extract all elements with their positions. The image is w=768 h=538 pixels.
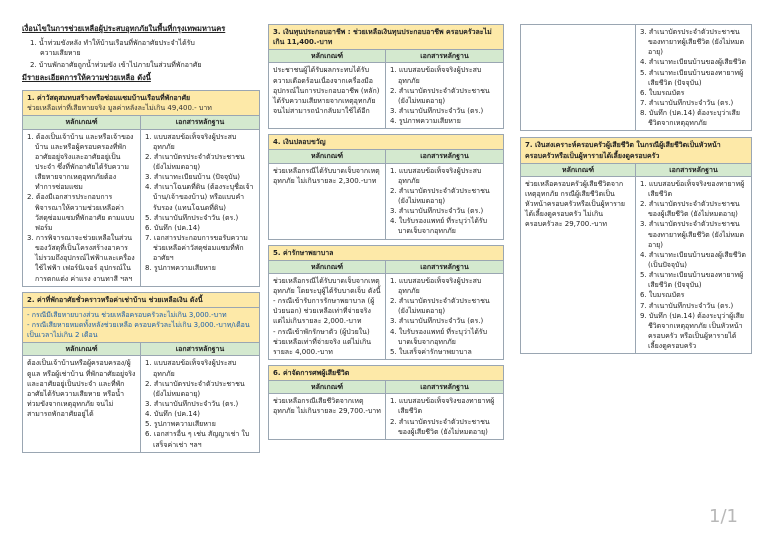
column-left [22,24,260,458]
list-item: 1. แบบสอบข้อเท็จจริงผู้ประสบอุทกภัย [145,132,237,151]
list-item: 3. การพิจารณาจะช่วยเหลือในส่วนของวัสดุที่เป็นโครงสร้างอาคาร ไม่รวมถึงอุปกรณ์ไฟฟ้าและเครื่องใช้ไฟฟ้า เฟอร์นิเจอร์ อุปกรณ์ในการตกแต่ง ค่าแรง งานทาสี ฯลฯ [27,234,135,283]
docs-header: เอกสารหลักฐาน [141,116,259,129]
list-item: 5. รูปภาพความเสียหาย [145,420,216,429]
list-item: 1. แบบสอบข้อเท็จจริงผู้ประสบอุทกภัย [390,166,482,185]
list-item: 2. สำเนาบัตรประจำตัวประชาชนของผู้เสียชีวิต (ยังไม่หมดอายุ) [640,200,740,219]
intro-item-2: 2. บ้านพักอาศัยถูกน้ำท่วมขัง เข้าไปภายในส่วนที่พักอาศัย [30,61,202,70]
section-2-header: 2. ค่าที่พักอาศัยชั่วคราวหรือค่าเช่าบ้าน ช่วยเหลือเงิน ดังนี้ [23,293,259,308]
list-item: 3. สำเนาบันทึกประจำวัน (ตร.) [390,317,484,326]
page-number: 1/1 [709,505,738,527]
list-item: 4. ใบรับรองแพทย์ ที่ระบุว่าได้รับบาดเจ็บจากอุทกภัย [390,327,488,346]
list-item: 1. แบบสอบข้อเท็จจริงผู้ประสบอุทกภัย [390,276,482,295]
list-item: 1. แบบสอบข้อเท็จจริงผู้ประสบอุทกภัย [145,359,237,378]
list-item: 4. สำเนาทะเบียนบ้านของผู้เสียชีวิต [640,58,746,67]
list-item: 7. สำเนาบันทึกประจำวัน (ตร.) [640,98,734,107]
criteria-header: หลักเกณฑ์ [23,116,140,129]
section-4: 4. เงินปลอบขวัญ หลักเกณฑ์ ช่วยเหลือกรณีได้รับบาดเจ็บจากเหตุอุทกภัย ไม่เกินรายละ 2,300.-บาท เอกสารหลักฐาน 1. แบบสอบข้อเท็จจริงผู้ประสบอุทกภัย 2. สำเนาบัตรประจำตัวประชาชน (ยังไม่หมดอายุ) 3. สำเนาบันทึกประจำวัน (ตร.) 4. ใบรับรองแพทย์ ที่ระบุว่าได้รับบาดเจ็บจากอุทกภัย [268,134,504,239]
section-7: 7. เงินสงเคราะห์ครอบครัวผู้เสียชีวิต ในกรณีผู้เสียชีวิตเป็นหัวหน้าครอบครัวหรือเป็นผู้หารายได้เลี้ยงดูครอบครัว หลักเกณฑ์ ช่วยเหลือครอบครัวผู้เสียชีวิตจากเหตุอุทกภัย กรณีผู้เสียชีวิตเป็นหัวหน้าครอบครัวหรือเป็นผู้หารายได้เลี้ยงดูครอบครัว ไม่เกินครอบครัวละ 29,700.-บาท เอกสารหลักฐาน 1. แบบสอบข้อเท็จจริงของทายาทผู้เสียชีวิต 2. สำเนาบัตรประจำตัวประชาชนของผู้เสียชีวิต (ยังไม่หมดอายุ) 3. สำเนาบัตรประจำตัวประชาชนของทายาทผู้เสียชีวิต (ยังไม่หมดอายุ) 4. สำเนาทะเบียนบ้านของผู้เสียชีวิต (เป็นปัจจุบัน) 5. สำเนาทะเบียนบ้านของทายาทผู้เสียชีวิต (ปัจจุบัน) 6. ใบมรณบัตร 7. สำเนาบันทึกประจำวัน (ตร.) 9. บันทึก (ปค.14) ต้องระบุว่าผู้เสียชีวิตจากเหตุอุทกภัย เป็นหัวหน้าครอบครัว หรือเป็นผู้หารายได้เลี้ยงดูครอบครัว [520,137,752,354]
list-item: 7. เอกสารประกอบการขอรับความช่วยเหลือค่าวัสดุซ่อมแซมที่พักอาศัยฯ [145,234,248,263]
list-item: 8. รูปภาพความเสียหาย [145,264,216,273]
list-item: 2. สำเนาบัตรประจำตัวประชาชนของผู้เสียชีวิต (ยังไม่หมดอายุ) [390,417,490,436]
list-item: 6. ใบมรณบัตร [640,88,685,97]
list-item: 2. ต้องมีเอกสารประกอบการพิจารณาให้ความช่วยเหลือค่าวัสดุซ่อมแซมที่พักอาศัย ตามแบบฟอร์ม [27,193,135,232]
list-item: 4. สำเนาทะเบียนบ้านของผู้เสียชีวิต (เป็นปัจจุบัน) [640,250,746,269]
list-item: 7. สำเนาบันทึกประจำวัน (ตร.) [640,301,734,310]
column-right [520,24,752,359]
list-item: 4. ใบรับรองแพทย์ ที่ระบุว่าได้รับบาดเจ็บจากอุทกภัย [390,217,488,236]
list-item: 3. สำเนาทะเบียนบ้าน (ปัจจุบัน) [145,173,241,182]
list-item: 8. บันทึก (ปค.14) ต้องระบุว่าเสียชีวิตจากเหตุอุทกภัย [640,109,740,128]
section-2: 2. ค่าที่พักอาศัยชั่วคราวหรือค่าเช่าบ้าน ช่วยเหลือเงิน ดังนี้ - กรณีมีเสียหายบางส่วน ช่วยเหลือครอบครัวละไม่เกิน 3,000.-บาท - กรณีเสียหายหมดทั้งหลังช่วยเหลือ ครอบครัวละไม่เกิน 3,000.-บาท/เดือน เป็นเวลาไม่เกิน 2 เดือน หลักเกณฑ์ ต้องเป็นเจ้าบ้านหรือผู้ครอบครอง/ผู้ดูแล หรือผู้เช่าบ้าน ที่พักอาศัยอยู่จริงและอาศัยอยู่เป็นประจำ และที่พักอาศัยได้รับความเสียหาย หรือน้ำท่วมขังจากเหตุอุทกภัย จนไม่สามารถพักอาศัยอยู่ได้ เอกสารหลักฐาน 1. แบบสอบข้อเท็จจริงผู้ประสบอุทกภัย 2. สำเนาบัตรประจำตัวประชาชน (ยังไม่หมดอายุ) 3. สำเนาบันทึกประจำวัน (ตร.) 4. บันทึก (ปค.14) 5. รูปภาพความเสียหาย 6. เอกสารอื่น ๆ เช่น สัญญาเช่า ใบเสร็จค่าเช่า ฯลฯ [22,292,260,453]
list-item: 5. สำเนาทะเบียนบ้านของทายาทผู้เสียชีวิต (ปัจจุบัน) [640,271,744,290]
list-item: 6. บันทึก (ปค.14) [145,223,200,232]
section-6: 6. ค่าจัดการศพผู้เสียชีวิต หลักเกณฑ์ ช่วยเหลือกรณีเสียชีวิตจากเหตุอุทกภัย ไม่เกินรายละ 29,700.-บาท เอกสารหลักฐาน 1. แบบสอบข้อเท็จจริงของทายาทผู้เสียชีวิต 2. สำเนาบัตรประจำตัวประชาชนของผู้เสียชีวิต (ยังไม่หมดอายุ) [268,365,504,440]
section-5: 5. ค่ารักษาพยาบาล หลักเกณฑ์ ช่วยเหลือกรณีได้รับบาดเจ็บจากเหตุอุทกภัย โดยระบุผู้ได้รับบาดเจ็บ ดังนี้ - กรณีเข้ารับการรักษาพยาบาล (ผู้ป่วยนอก) ช่วยเหลือเท่าที่จ่ายจริง แต่ไม่เกินรายละ 2,000.-บาท - กรณีเข้าพักรักษาตัว (ผู้ป่วยใน) ช่วยเหลือเท่าที่จ่ายจริง แต่ไม่เกินรายละ 4,000.-บาท เอกสารหลักฐาน 1. แบบสอบข้อเท็จจริงผู้ประสบอุทกภัย 2. สำเนาบัตรประจำตัวประชาชน (ยังไม่หมดอายุ) 3. สำเนาบันทึกประจำวัน (ตร.) 4. ใบรับรองแพทย์ ที่ระบุว่าได้รับบาดเจ็บจากอุทกภัย 5. ใบเสร็จค่ารักษาพยาบาล [268,245,504,360]
detail-title: มีรายละเอียดการให้ความช่วยเหลือ ดังนี้ [22,73,151,83]
list-item: 2. สำเนาบัตรประจำตัวประชาชน (ยังไม่หมดอายุ) [145,152,245,172]
list-item: 3. สำเนาบัตรประจำตัวประชาชนของทายาทผู้เสียชีวิต (ยังไม่หมดอายุ) [640,28,745,57]
list-item: 1. แบบสอบข้อเท็จจริงของทายาทผู้เสียชีวิต [390,397,495,416]
list-item: 1. ต้องเป็นเจ้าบ้าน และหรือเจ้าของบ้าน และหรือผู้ครอบครองที่พักอาศัยอยู่จริงและอาศัยอยู่เป็นประจำ ซึ่งที่พักอาศัยได้รับความเสียหายจากเหตุอุทกภัยต้องทำการซ่อมแซม [27,132,134,192]
list-item: 2. สำเนาบัตรประจำตัวประชาชน (ยังไม่หมดอายุ) [145,379,245,398]
intro-item-1: 1. น้ำท่วมขังหลัง ทำให้บ้านเรือนที่พักอาศัยประจำได้รับ ความเสียหาย [30,38,195,58]
column-middle [268,24,504,445]
list-item: 2. สำเนาบัตรประจำตัวประชาชน (ยังไม่หมดอายุ) [390,86,490,105]
list-item: 3. สำเนาบัตรประจำตัวประชาชนของทายาทผู้เสียชีวิต (ยังไม่หมดอายุ) [640,220,745,249]
list-item: 6. เอกสารอื่น ๆ เช่น สัญญาเช่า ใบเสร็จค่าเช่า ฯลฯ [145,430,250,449]
list-item: 4. รูปภาพความเสียหาย [390,117,461,126]
section-1 [22,90,260,287]
list-item: 2. สำเนาบัตรประจำตัวประชาชน (ยังไม่หมดอายุ) [390,186,490,205]
section-1-header: 1. ค่าวัสดุสมทบสร้างหรือซ่อมแซมบ้านเรือนที่พักอาศัย ช่วยเหลือเท่าที่เสียหายจริง มูลค่าหลังละไม่เกิน 49,400.- บาท [23,91,259,116]
list-item: 3. สำเนาบันทึกประจำวัน (ตร.) [390,207,484,216]
list-item: 4. สำเนาโฉนดที่ดิน (ต้องระบุชื่อเจ้าบ้าน/เจ้าของบ้าน) หรือแบบคำรับรอง (แทนโฉนดที่ดิน) [145,183,254,212]
list-item: 1. แบบสอบข้อเท็จจริงผู้ประสบอุทกภัย [390,66,482,85]
list-item: 5. สำเนาบันทึกประจำวัน (ตร.) [145,213,239,222]
intro-title: เงื่อนไขในการช่วยเหลือผู้ประสบอุทกภัยในพื้นที่กรุงเทพมหานคร [22,24,226,33]
section-6-continued [520,24,752,131]
section-3: 3. เงินทุนประกอบอาชีพ : ช่วยเหลือเงินทุนประกอบอาชีพ ครอบครัวละไม่เกิน 11,400.-บาท หลักเกณฑ์ ประชาชนผู้ได้รับผลกระทบได้รับความเดือดร้อนเนื่องจากเครื่องมืออุปกรณ์ในการประกอบอาชีพ (หลัก) ได้รับความเสียหายจากเหตุอุทกภัย จนไม่สามารถนำกลับมาใช้ได้อีก เอกสารหลักฐาน 1. แบบสอบข้อเท็จจริงผู้ประสบอุทกภัย 2. สำเนาบัตรประจำตัวประชาชน (ยังไม่หมดอายุ) 3. สำเนาบันทึกประจำวัน (ตร.) 4. รูปภาพความเสียหาย [268,24,504,129]
list-item: 5. ใบเสร็จค่ารักษาพยาบาล [390,347,472,356]
docs-header: เอกสารหลักฐาน [141,343,259,356]
list-item: 5. สำเนาทะเบียนบ้านของทายาทผู้เสียชีวิต (ปัจจุบัน) [640,68,744,87]
list-item: 3. สำเนาบันทึกประจำวัน (ตร.) [390,106,484,115]
list-item: 2. สำเนาบัตรประจำตัวประชาชน (ยังไม่หมดอายุ) [390,297,490,316]
criteria-header: หลักเกณฑ์ [23,343,140,356]
list-item: 1. แบบสอบข้อเท็จจริงของทายาทผู้เสียชีวิต [640,179,745,198]
list-item: 6. ใบมรณบัตร [640,291,685,300]
list-item: 4. บันทึก (ปค.14) [145,410,200,419]
list-item: 9. บันทึก (ปค.14) ต้องระบุว่าผู้เสียชีวิตจากเหตุอุทกภัย เป็นหัวหน้าครอบครัว หรือเป็นผู้หารายได้เลี้ยงดูครอบครัว [640,311,745,351]
list-item: 3. สำเนาบันทึกประจำวัน (ตร.) [145,399,239,408]
